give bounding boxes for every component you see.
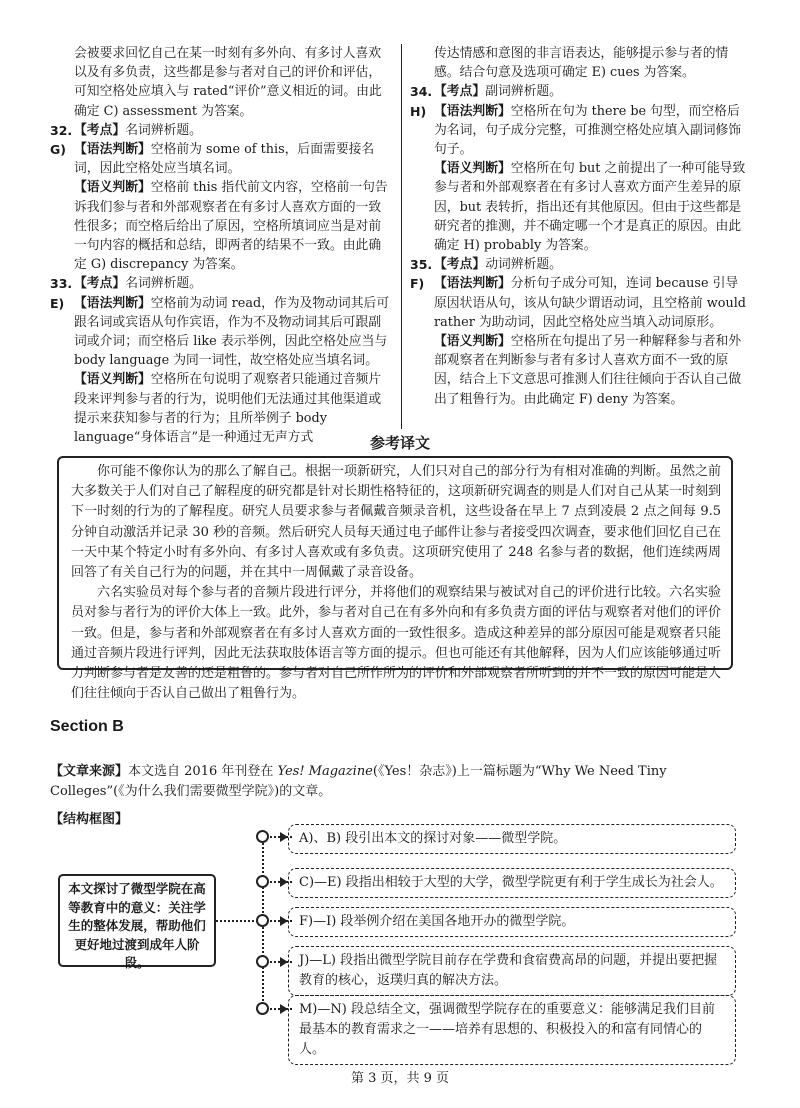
topic-text: 动词辨析题。 — [485, 257, 562, 273]
grammar-text: 分析句子成分可知，连词 because 引导原因状语从句，该从句缺少谓语动词，且空格前 would rather 为助动词，因此空格处应当填入动词原形。 — [434, 276, 746, 330]
arrow-icon — [280, 832, 288, 842]
question-number: 33. — [50, 276, 73, 292]
section-heading: Section B — [50, 718, 124, 735]
semantic-tag: 【语义判断】 — [434, 161, 511, 177]
topic-tag: 【考点】 — [74, 122, 126, 138]
node-icon — [256, 830, 269, 843]
topic-tag: 【考点】 — [74, 276, 126, 292]
q35-semantic — [410, 332, 750, 409]
translation-paragraph: 你可能不像你认为的那么了解自己。根据一项新研究，人们只对自己的部分行为有相对准确的判断。虽然之前大多数关于人们对自己了解程度的研究都是针对长期性格特征的，这项新研究调查的则是人们对自己从某一时刻到下一时刻的行为的了解程度。研究人员要求参与者佩戴音频录音机，这些设备在早上 7 点到凌晨 2 点之间每 9.5 分钟自动激活并记录 30 秒的音频。然后研究人员每天通过电子邮件让参与者接受四次调查，要求他们回忆自己在一天中某个特定小时有多外向、有多讨人喜欢或有多负责。这项研究使用了 248 名参与者的数据，他们连续两周回答了有关自己行为的问题，并在其中一周佩戴了录音设备。 — [71, 464, 722, 581]
semantic-text: 空格前 this 指代前文内容，空格前一句告诉我们参与者和外部观察者在有多讨人喜欢方面的一致性很多；而空格后给出了原因，空格所填词应当是对前一句内容的概括和总结，即两者的结果不一致。由此确定 G) discrepancy 为答案。 — [74, 180, 388, 273]
magazine-name: Yes! Magazine — [277, 764, 373, 779]
structure-label: 【结构框图】 — [50, 812, 129, 827]
structure-item: A)、B) 段引出本文的探讨对象——微型学院。 — [288, 824, 736, 854]
page-number: 第 3 页，共 9 页 — [350, 1071, 450, 1086]
answer-letter: F) — [410, 276, 425, 292]
node-icon — [256, 875, 269, 888]
answer-letter: E) — [50, 295, 65, 311]
q34-topic — [410, 82, 750, 101]
semantic-tag: 【语义判断】 — [74, 180, 151, 196]
topic-tag: 【考点】 — [434, 84, 486, 100]
structure-item: C)—E) 段指出相较于大型的大学，微型学院更有利于学生成长为社会人。 — [288, 868, 736, 898]
grammar-tag: 【语法判断】 — [74, 142, 151, 158]
reference-title: 参考译文 — [369, 434, 430, 452]
q35-topic — [410, 255, 750, 274]
answer-letter: G) — [50, 142, 66, 158]
paragraph: 会被要求回忆自己在某一时刻有多外向、有多讨人喜欢以及有多负责，这些都是参与者对自己的评价和评估，可知空格处应填入与 rated“评价”意义相近的词。由此确定 C) assessment 为答案。 — [74, 46, 382, 119]
arrow-icon — [280, 916, 288, 926]
question-number: 35. — [410, 257, 433, 273]
question-number: 34. — [410, 84, 433, 100]
reference-translation-box — [57, 456, 733, 702]
topic-tag: 【考点】 — [434, 257, 486, 273]
structure-item: M)—N) 段总结全文，强调微型学院存在的重要意义：能够满足我们目前最基本的教育需求之一——培养有思想的、积极投入的和富有同情心的人。 — [288, 995, 736, 1065]
arrow-icon — [280, 957, 288, 967]
semantic-text: 空格所在句 but 之前提出了一种可能导致参与者和外部观察者在有多讨人喜欢方面产生差异的原因，but 表转折，指出还有其他原因。但由于这些都是研究者的推测，并不确定哪一个才是真正的原因。由此确定 H) probably 为答案。 — [434, 161, 746, 254]
main-idea-box: 本文探讨了微型学院在高等教育中的意义：关注学生的整体发展，帮助他们更好地过渡到成年人阶段。 — [58, 874, 216, 967]
q32-topic — [50, 121, 390, 140]
grammar-text: 空格所在句为 there be 句型，而空格后为名词，句子成分完整，可推测空格处应填入副词修饰句子。 — [434, 103, 742, 158]
q32-grammar — [50, 140, 390, 178]
arrow-icon — [280, 1004, 288, 1014]
node-icon — [256, 1002, 269, 1015]
source-text: (《Yes！杂志》)上一篇标题为“Why We Need Tiny Colleges”(《为什么我们需要微型学院》)的文章。 — [50, 764, 667, 799]
translation-paragraph: 六名实验员对每个参与者的音频片段进行评分，并将他们的观察结果与被试对自己的评价进行比较。六名实验员对参与者行为的评价大体上一致。此外，参与者对自己在有多外向和有多负责方面的评估与观察者对他们的评价一致。但是，参与者和外部观察者在有多讨人喜欢方面的一致性很多。造成这种差异的部分原因可能是观察者只能通过音频片段进行评判，因此无法获取肢体语言等方面的提示。但也可能还有其他解释，因为人们应该能够通过听力判断参与者是友善的还是粗鲁的。参与者对自己所作所为的评价和外部观察者所听到的并不一致的原因可能是人们往往倾向于否认自己做出了粗鲁行为。 — [71, 585, 722, 702]
source-label: 【文章来源】 — [50, 764, 129, 779]
semantic-text: 空格所在句提出了另一种解释参与者和外部观察者在判断参与者有多讨人喜欢方面不一致的原因，结合上下文意思可推测人们往往倾向于否认自己做出了粗鲁行为。由此确定 F) deny 为答案。 — [434, 334, 742, 407]
structure-diagram — [40, 820, 760, 1057]
article-source — [50, 762, 750, 802]
answer-letter: H) — [410, 103, 427, 119]
grammar-text: 空格前为动词 read，作为及物动词其后可跟名词或宾语从句作宾语，作为不及物动词其后可跟副词或介词；而空格后 like 表示举例，因此空格处应当与 body language 为同一词性，故空格处应当填名词。 — [74, 295, 390, 369]
semantic-tag: 【语义判断】 — [74, 372, 151, 388]
right-column — [410, 44, 750, 409]
grammar-tag: 【语法判断】 — [74, 295, 151, 311]
left-column — [50, 44, 390, 447]
q34-grammar — [410, 102, 750, 160]
semantic-tag: 【语义判断】 — [434, 334, 511, 350]
node-icon — [256, 914, 269, 927]
paragraph: 传达情感和意图的非言语表达，能够提示参与者的情感。结合句意及选项可确定 E) cues 为答案。 — [434, 46, 729, 81]
q34-semantic — [410, 159, 750, 255]
q35-grammar — [410, 274, 750, 332]
topic-text: 名词辨析题。 — [125, 276, 202, 292]
node-icon — [256, 955, 269, 968]
grammar-tag: 【语法判断】 — [434, 276, 511, 292]
q33-grammar — [50, 294, 390, 371]
column-divider — [401, 44, 402, 429]
question-number: 32. — [50, 122, 73, 138]
grammar-text: 空格前为 some of this，后面需要接名词，因此空格处应当填名词。 — [74, 142, 375, 177]
structure-item: F)—I) 段举例介绍在美国各地开办的微型学院。 — [288, 907, 736, 937]
semantic-text: 空格所在句说明了观察者只能通过音频片段来评判参与者的行为，说明他们无法通过其他渠道或提示来获知参与者的行为；且所举例子 body language“身体语言”是一种通过无声方式 — [74, 372, 382, 446]
topic-text: 副词辨析题。 — [485, 84, 562, 100]
source-text: 本文选自 2016 年刊登在 — [128, 764, 278, 779]
q32-semantic — [50, 178, 390, 274]
q33-topic — [50, 274, 390, 293]
topic-text: 名词辨析题。 — [125, 122, 202, 138]
structure-item: J)—L) 段指出微型学院目前存在学费和食宿费高昂的问题，并提出要把握教育的核心，返璞归真的解决方法。 — [288, 946, 736, 996]
arrow-icon — [280, 877, 288, 887]
grammar-tag: 【语法判断】 — [434, 103, 511, 119]
